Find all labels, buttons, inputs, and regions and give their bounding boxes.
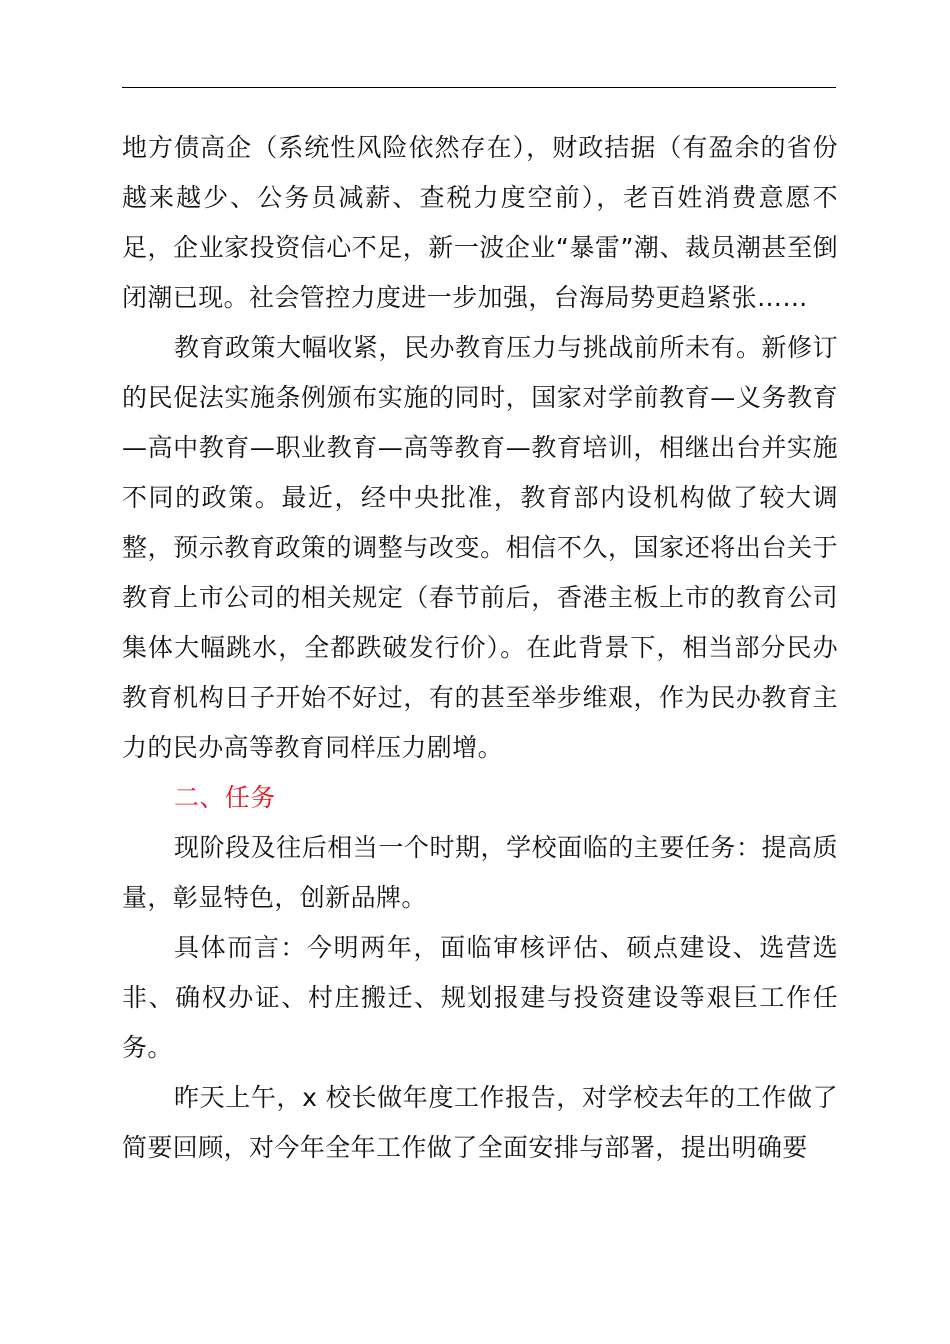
paragraph-specific-tasks: 具体而言：今明两年，面临审核评估、硕点建设、选营选非、确权办证、村庄搬迁、规划报建与投资建设等艰巨工作任务。 xyxy=(122,933,838,1062)
section-heading-tasks: 二、任务 xyxy=(174,783,276,812)
document-body xyxy=(122,123,838,1173)
paragraph-economic-context: 地方债高企（系统性风险依然存在），财政拮据（有盈余的省份越来越少、公务员减薪、查税力度空前），老百姓消费意愿不足，企业家投资信心不足，新一波企业“暴雷”潮、裁员潮甚至倒闭潮已现。社会管控力度进一步加强，台海局势更趋紧张…… xyxy=(122,133,838,312)
header-rule xyxy=(122,87,836,88)
paragraph-education-policy: 教育政策大幅收紧，民办教育压力与挑战前所未有。新修订的民促法实施条例颁布实施的同时，国家对学前教育—义务教育—高中教育—职业教育—高等教育—教育培训，相继出台并实施不同的政策。最近，经中央批准，教育部内设机构做了较大调整，预示教育政策的调整与改变。相信不久，国家还将出台关于教育上市公司的相关规定（春节前后，香港主板上市的教育公司集体大幅跳水，全都跌破发行价）。在此背景下，相当部分民办教育机构日子开始不好过，有的甚至举步维艰，作为民办教育主力的民办高等教育同样压力剧增。 xyxy=(122,333,838,762)
paragraph-main-tasks: 现阶段及往后相当一个时期，学校面临的主要任务：提高质量，彰显特色，创新品牌。 xyxy=(122,833,838,912)
paragraph-annual-report: 昨天上午，x 校长做年度工作报告，对学校去年的工作做了简要回顾，对今年全年工作做了全面安排与部署，提出明确要 xyxy=(122,1083,838,1162)
